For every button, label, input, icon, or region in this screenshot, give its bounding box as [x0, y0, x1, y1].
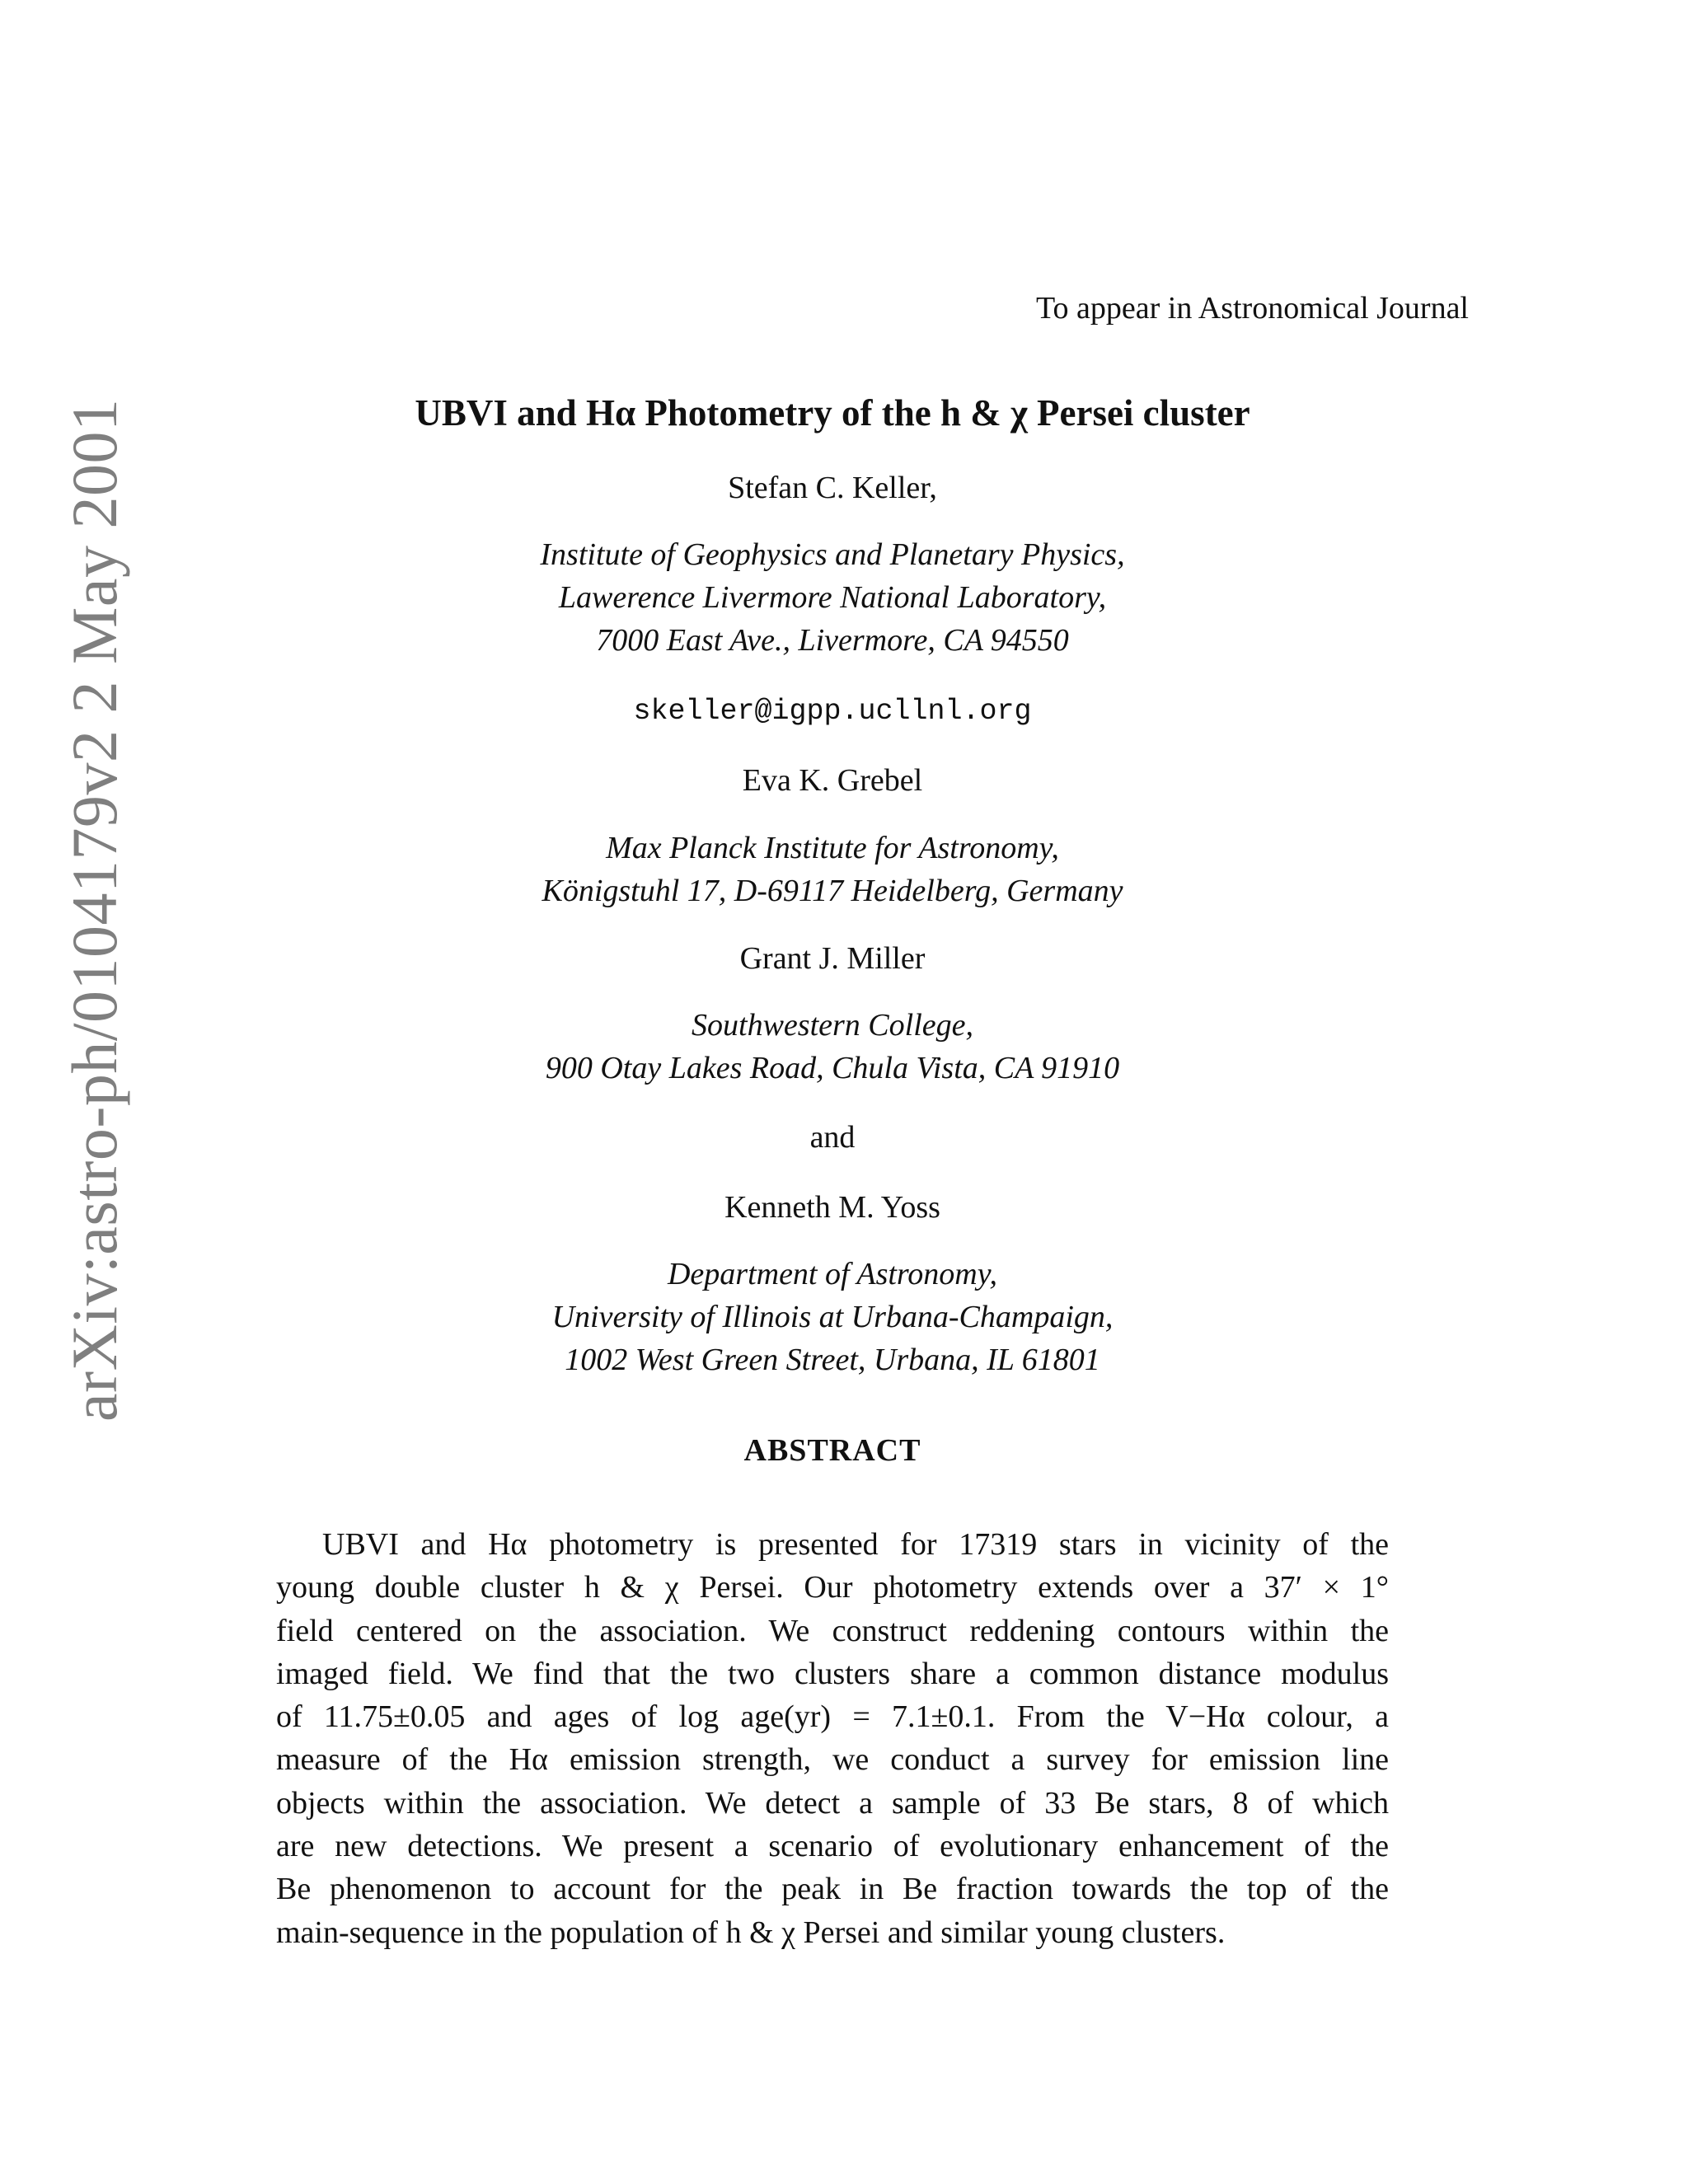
affiliation-line: Lawerence Livermore National Laboratory, [558, 580, 1107, 615]
journal-note: To appear in Astronomical Journal [1036, 291, 1469, 326]
affiliation-line: Southwestern College, [692, 1008, 973, 1043]
author-affiliation [280, 1004, 1385, 1090]
author-affiliation [280, 533, 1385, 662]
abstract-heading: ABSTRACT [743, 1433, 921, 1468]
abstract-line: young double cluster h & χ Persei. Our photometry extends over a 37′ × 1° [276, 1570, 1389, 1605]
paper-title: UBVI and Hα Photometry of the h & χ Persei cluster [415, 392, 1250, 434]
abstract-line: Be phenomenon to account for the peak in Be fraction towards the top of the [276, 1872, 1389, 1907]
author-name: Stefan C. Keller, [728, 471, 937, 505]
abstract-line: UBVI and Hα photometry is presented for 17319 stars in vicinity of the [322, 1527, 1389, 1562]
author-name: Eva K. Grebel [742, 763, 923, 798]
abstract-body [276, 1523, 1389, 1954]
abstract-line: imaged field. We find that the two clusters share a common distance modulus [276, 1656, 1389, 1691]
affiliation-line: University of Illinois at Urbana-Champaign, [551, 1300, 1114, 1334]
abstract-line: main-sequence in the population of h & χ Persei and similar young clusters. [276, 1915, 1226, 1950]
affiliation-line: Department of Astronomy, [667, 1257, 998, 1291]
author-affiliation [280, 827, 1385, 912]
abstract-line: field centered on the association. We construct reddening contours within the [276, 1613, 1389, 1648]
affiliation-line: 1002 West Green Street, Urbana, IL 61801 [565, 1343, 1100, 1377]
affiliation-line: 900 Otay Lakes Road, Chula Vista, CA 91910 [545, 1051, 1120, 1085]
author-email: skeller@igpp.ucllnl.org [633, 695, 1032, 728]
affiliation-line: Institute of Geophysics and Planetary Physics, [540, 537, 1125, 572]
arxiv-identifier: arXiv:astro-ph/0104179v2 2 May 2001 [59, 398, 130, 1422]
author-conjunction: and [809, 1120, 856, 1155]
affiliation-line: Königstuhl 17, D-69117 Heidelberg, Germany [542, 874, 1123, 908]
author-affiliation [280, 1253, 1385, 1381]
abstract-line: are new detections. We present a scenario of evolutionary enhancement of the [276, 1829, 1389, 1864]
author-name: Grant J. Miller [739, 941, 926, 976]
affiliation-line: Max Planck Institute for Astronomy, [606, 831, 1059, 865]
author-name: Kenneth M. Yoss [724, 1190, 940, 1225]
abstract-line: of 11.75±0.05 and ages of log age(yr) = 7.1±0.1. From the V−Hα colour, a [276, 1699, 1389, 1735]
abstract-line: measure of the Hα emission strength, we conduct a survey for emission line [276, 1742, 1389, 1778]
abstract-line: objects within the association. We detect a sample of 33 Be stars, 8 of which [276, 1785, 1389, 1821]
affiliation-line: 7000 East Ave., Livermore, CA 94550 [596, 623, 1069, 658]
